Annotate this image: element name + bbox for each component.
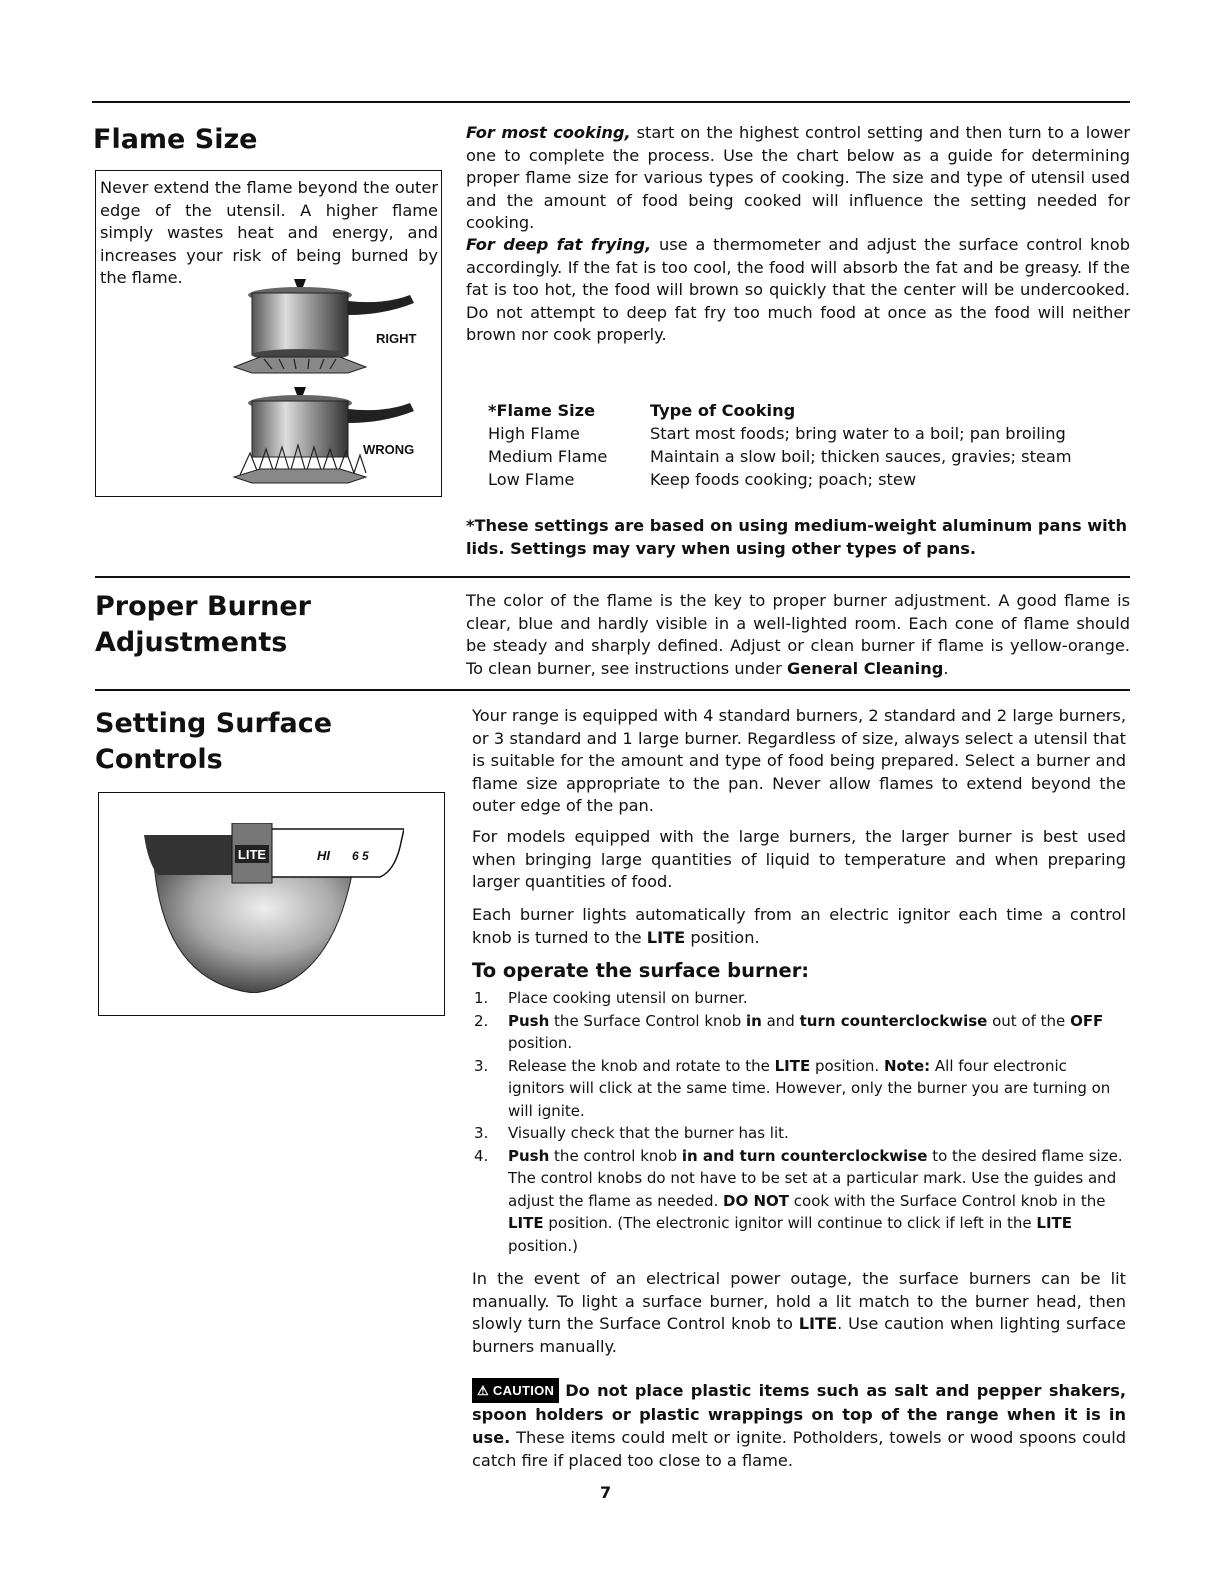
warning-icon: ⚠: [477, 1383, 489, 1398]
label-wrong: WRONG: [363, 442, 415, 457]
table-row: [488, 422, 1072, 445]
table-cell-type: Start most foods; bring water to a boil; pan broiling: [650, 424, 1066, 443]
table-cell-flame: High Flame: [488, 424, 580, 443]
operate-steps-list: [474, 987, 1128, 1257]
flame-size-note: *These settings are based on using medium-weight aluminum pans with lids. Settings may vary when using other types of pans.: [466, 516, 1127, 558]
step-number: 4.: [474, 1146, 489, 1165]
pan-wrong-illustration: [224, 383, 424, 487]
table-header-row: [488, 399, 1072, 422]
step-text: Push the control knob in and turn counterclockwise to the desired flame size. The control knobs do not have to be set at a particular mark. Use the guides and adjust the flame as needed. DO NOT cook with the Surface Control knob in the LITE position. (The electronic ignitor will continue to click if left in the LITE position.): [508, 1146, 1123, 1255]
list-item: [474, 1122, 1128, 1145]
table-cell-type: Keep foods cooking; poach; stew: [650, 470, 917, 489]
top-rule: [92, 101, 1130, 103]
flame-size-table: [488, 399, 1072, 491]
step-number: 3.: [474, 1124, 489, 1142]
caution-badge: [472, 1378, 559, 1403]
step-number: 2.: [474, 1011, 489, 1030]
para-3-main: Each burner lights automatically from an electric ignitor each time a control knob is turned to the: [472, 905, 1126, 947]
proper-burner-text-main: The color of the flame is the key to proper burner adjustment. A good flame is clear, blue and hardly visible in a well-lighted room. Each cone of flame should be steady and sharply defined. Adjust or clean burner if flame is yellow-orange. To clean burner, see instructions under: [466, 591, 1130, 678]
caution-badge-text: CAUTION: [492, 1383, 555, 1398]
proper-burner-heading-line-2: Adjustments: [95, 627, 288, 658]
para-4-end: . Use caution when lighting surface burners manually.: [472, 1314, 1126, 1356]
pan-right-illustration: [224, 275, 424, 381]
control-knob-box: [98, 792, 445, 1016]
para-3-end: position.: [685, 927, 760, 947]
step-text: Release the knob and rotate to the LITE position. Note: All four electronic ignitors will click at the same time. However, only the burner you are turning on will ignite.: [508, 1056, 1111, 1120]
setting-controls-para-3: [472, 904, 1126, 949]
section-rule-burner: [95, 576, 1130, 578]
section-rule-controls: [95, 689, 1130, 691]
proper-burner-heading-line-1: Proper Burner: [95, 591, 311, 622]
para-1-rest: start on the highest control setting and then turn to a lower one to complete the process. Use the chart below as a guide for determining proper flame size for various types of cooking. The size and type of utensil used and the amount of food being cooked will influence the setting needed for cooking.: [466, 123, 1130, 233]
control-knob-illustration: [144, 823, 404, 993]
operate-burner-subheading: To operate the surface burner:: [472, 959, 810, 982]
table-header-type: Type of Cooking: [650, 401, 796, 420]
setting-controls-para-2: For models equipped with the large burners, the larger burner is best used when bringing large quantities of liquid to temperature and when preparing larger quantities of food.: [472, 827, 1126, 892]
flame-size-heading: Flame Size: [93, 124, 258, 155]
step-text: Push the Surface Control knob in and turn counterclockwise out of the OFF position.: [508, 1011, 1104, 1052]
proper-burner-text: [466, 590, 1130, 680]
table-cell-flame: Low Flame: [488, 470, 575, 489]
knob-marks-text: 6 5: [352, 849, 369, 863]
flame-size-box: [95, 170, 442, 497]
setting-controls-para-4: [472, 1268, 1126, 1358]
step-text: Place cooking utensil on burner.: [508, 989, 748, 1007]
list-item: [474, 1055, 1128, 1123]
setting-controls-heading-line-1: Setting Surface: [95, 708, 333, 739]
general-cleaning-link: General Cleaning: [786, 658, 944, 678]
caution-paragraph: [472, 1378, 1126, 1472]
para-1-lead: For most cooking,: [466, 123, 631, 142]
setting-controls-para-1: Your range is equipped with 4 standard burners, 2 standard and 2 large burners, or 3 standard and 1 large burner. Regardless of size, always select a utensil that is suitable for the amount and type of food being prepared. Select a burner and flame size appropriate to the pan. Never allow flames to extend beyond the outer edge of the pan.: [472, 706, 1126, 816]
setting-controls-heading-line-2: Controls: [95, 744, 223, 775]
table-header-flame: *Flame Size: [488, 401, 596, 420]
label-right: RIGHT: [376, 331, 417, 346]
table-row: [488, 468, 1072, 491]
table-row: [488, 445, 1072, 468]
para-2-rest: use a thermometer and adjust the surface control knob accordingly. If the fat is too cool, the food will absorb the fat and be greasy. If the fat is too hot, the food will brown so quickly that the center will be undercooked. Do not attempt to deep fat fry too much food at once as the food will neither brown nor cook properly.: [466, 235, 1130, 345]
knob-lite-text: LITE: [237, 847, 267, 862]
list-item: [474, 1145, 1128, 1258]
caution-rest-text: These items could melt or ignite. Potholders, towels or wood spoons could catch fire if placed too close to a flame.: [472, 1428, 1126, 1470]
proper-burner-heading: [95, 589, 311, 661]
setting-controls-heading: [95, 706, 332, 778]
knob-hi-text: HI: [317, 848, 330, 863]
step-number: 1.: [474, 989, 489, 1007]
flame-size-para-2: [466, 234, 1130, 347]
list-item: [474, 1010, 1128, 1055]
para-4-lite: LITE: [798, 1314, 838, 1334]
para-4-main: In the event of an electrical power outage, the surface burners can be lit manually. To light a surface burner, hold a lit match to the burner head, then slowly turn the Surface Control knob to: [472, 1269, 1126, 1334]
step-text: Visually check that the burner has lit.: [508, 1124, 789, 1142]
caution-bold-text: Do not place plastic items such as salt and pepper shakers, spoon holders or plastic wrappings on top of the range when it is in use.: [472, 1381, 1126, 1447]
table-cell-type: Maintain a slow boil; thicken sauces, gravies; steam: [650, 447, 1072, 466]
step-number: 3.: [474, 1056, 489, 1075]
list-item: [474, 987, 1128, 1010]
flame-size-warning: Never extend the flame beyond the outer edge of the utensil. A higher flame simply wastes heat and energy, and increases your risk of being burned by the flame.: [100, 178, 438, 288]
para-2-lead: For deep fat frying,: [466, 235, 652, 254]
table-cell-flame: Medium Flame: [488, 447, 608, 466]
flame-size-para-1: [466, 122, 1130, 235]
proper-burner-text-end: .: [943, 658, 949, 678]
para-3-lite: LITE: [646, 927, 686, 947]
page-number: 7: [600, 1483, 612, 1502]
